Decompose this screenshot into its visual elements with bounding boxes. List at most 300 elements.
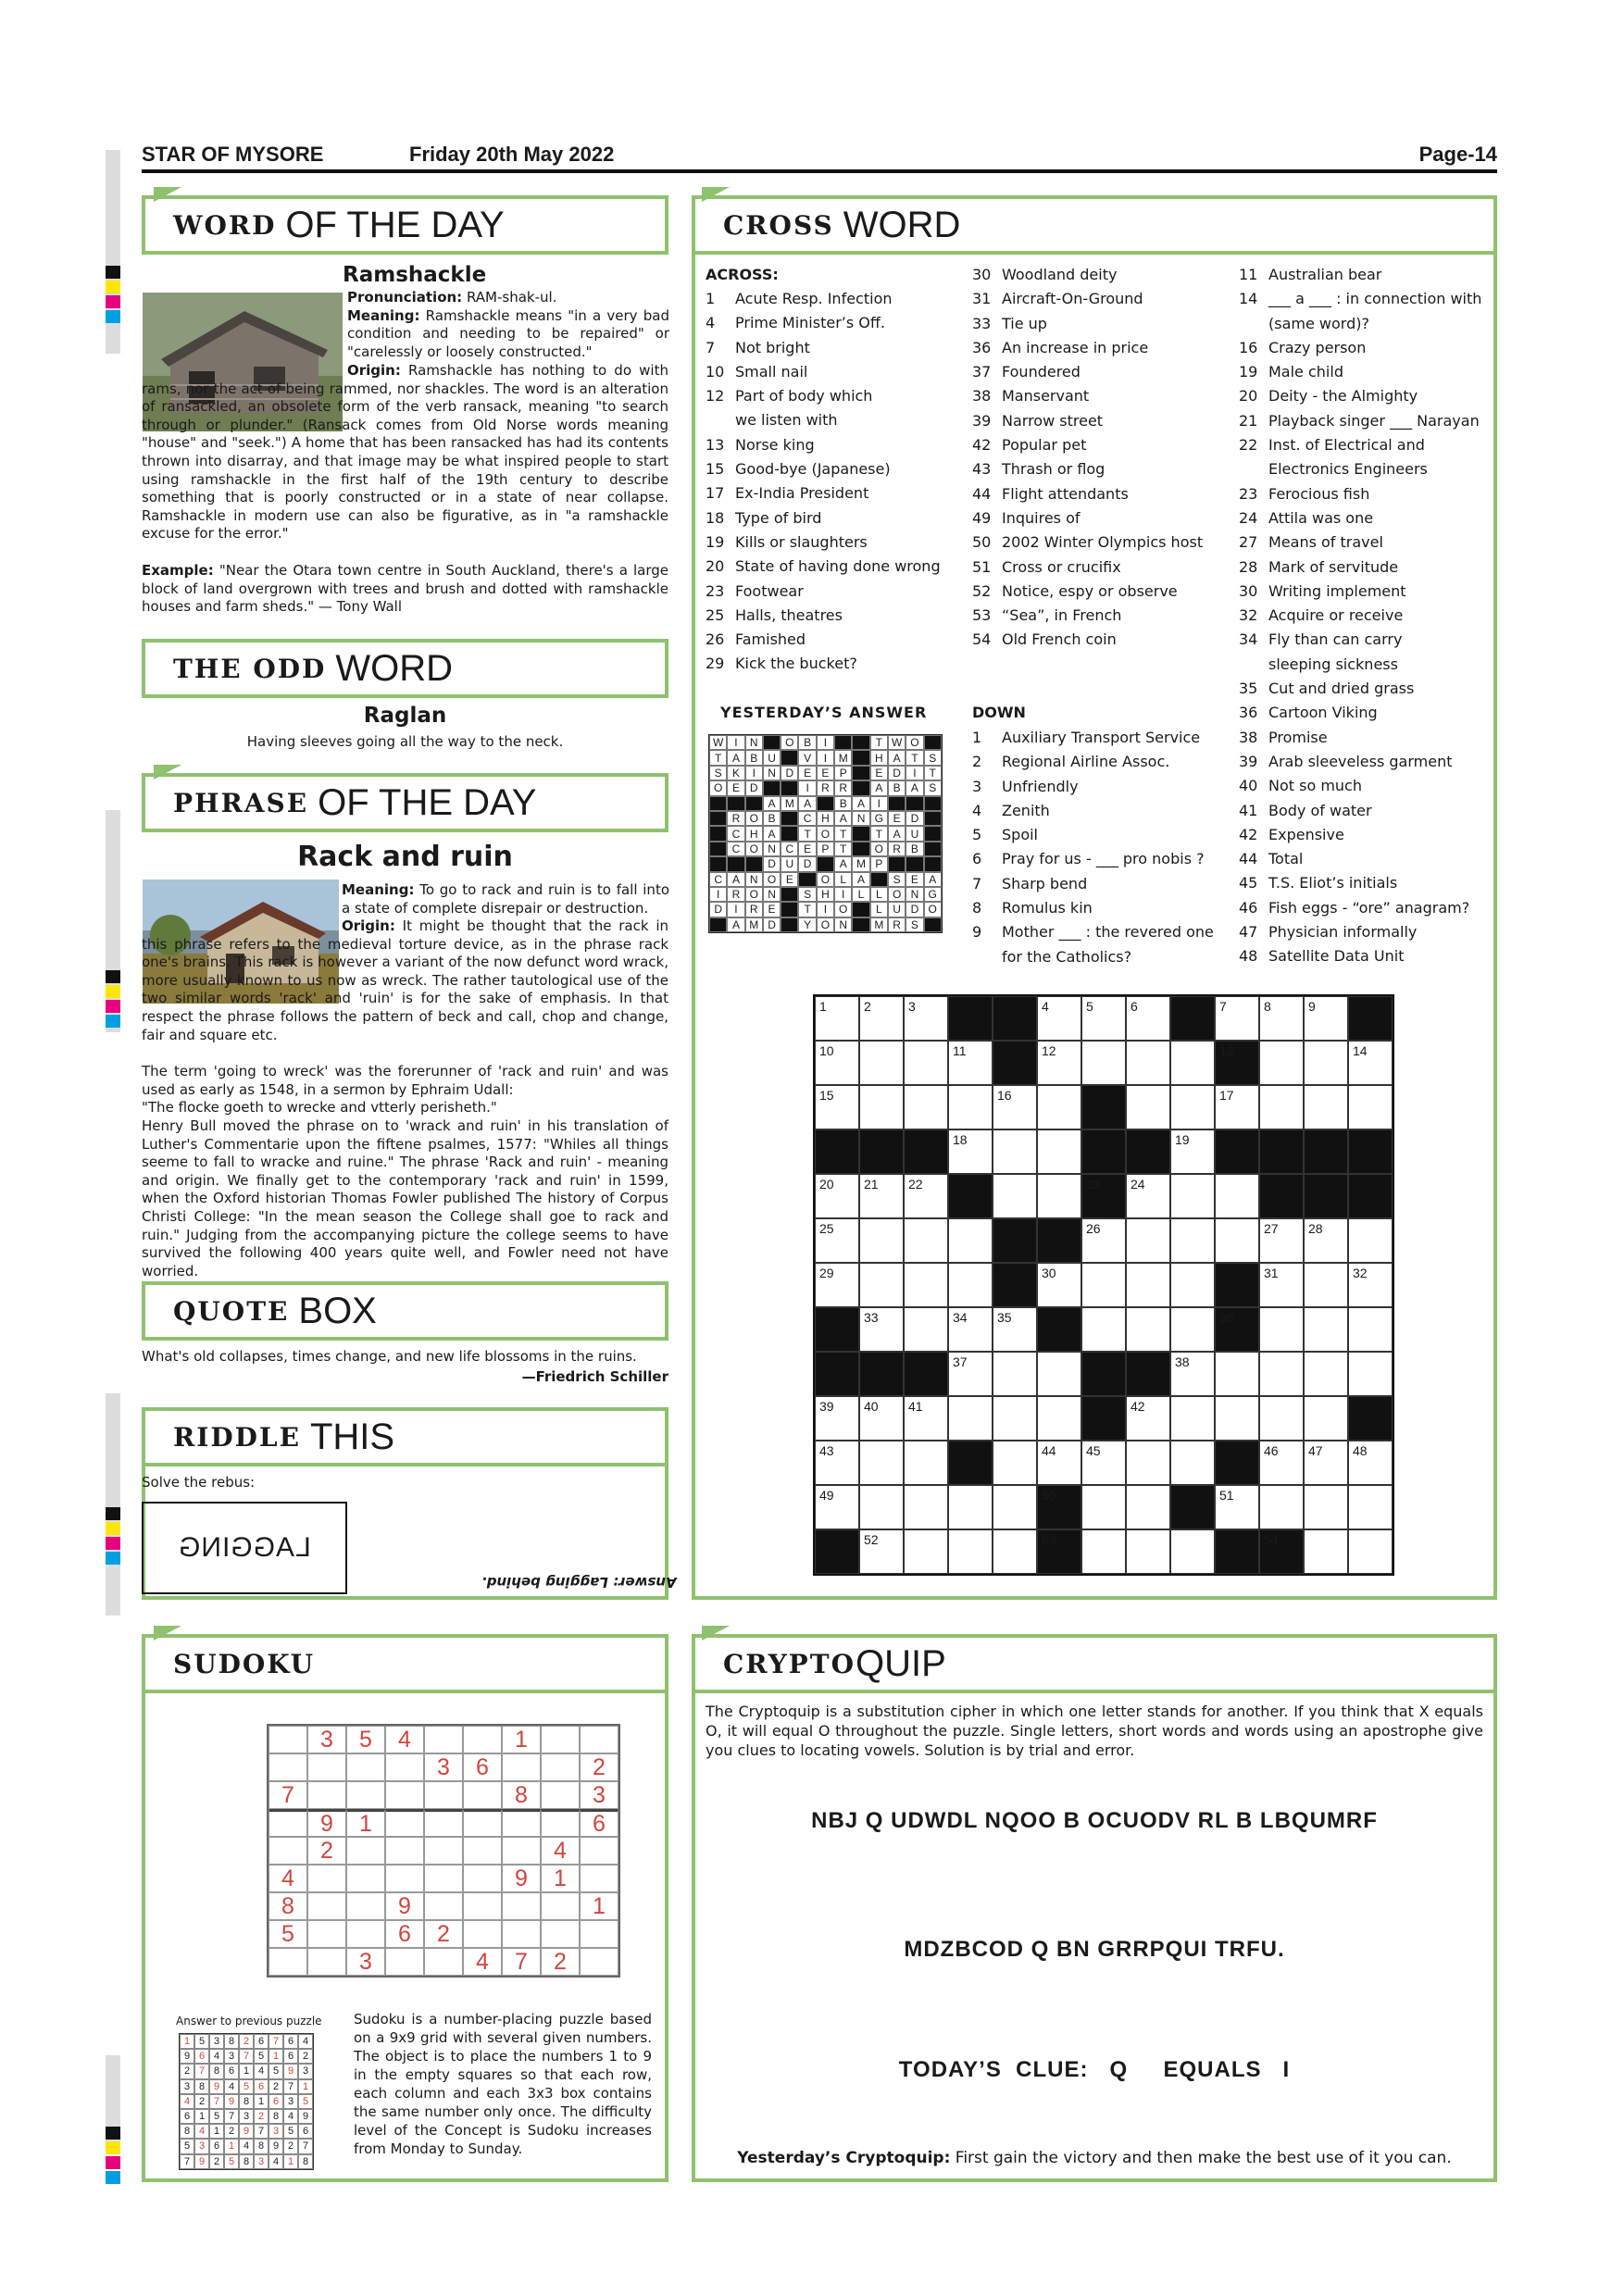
sudoku-cell[interactable]: 2 [541, 1948, 580, 1976]
crossword-cell[interactable] [993, 1396, 1037, 1441]
crossword-cell[interactable] [948, 1218, 993, 1263]
sudoku-cell[interactable] [385, 1753, 424, 1781]
sudoku-cell[interactable]: 7 [502, 1948, 541, 1976]
black-cell [815, 1529, 859, 1574]
sudoku-cell[interactable] [269, 1948, 307, 1976]
crossword-cell[interactable] [1037, 1085, 1081, 1129]
clue-number [1239, 312, 1268, 336]
sudoku-cell[interactable] [463, 1781, 502, 1809]
sudoku-grid[interactable] [267, 1724, 620, 1978]
crossword-cell[interactable] [1215, 1218, 1259, 1263]
clue-text: Aircraft-On-Ground [1002, 290, 1143, 308]
word-example [142, 562, 668, 617]
clue-item [1239, 799, 1493, 823]
crossword-cell[interactable] [948, 1529, 993, 1574]
sudoku-cell[interactable]: 2 [580, 1753, 618, 1781]
crossword-cell[interactable] [1215, 1485, 1259, 1529]
crossword-cell[interactable] [1348, 1485, 1393, 1529]
phrase-of-day-title [142, 773, 668, 832]
crossword-cell[interactable] [1348, 1041, 1393, 1085]
crossword-cell[interactable] [948, 1129, 993, 1174]
sudoku-cell[interactable] [541, 1726, 580, 1753]
crossword-cell[interactable] [1170, 1041, 1215, 1085]
crossword-cell[interactable] [859, 1085, 904, 1129]
sudoku-cell[interactable] [269, 1753, 307, 1781]
sudoku-cell[interactable] [346, 1892, 385, 1920]
sudoku-cell[interactable]: 9 [502, 1865, 541, 1892]
crossword-cell[interactable] [1259, 996, 1304, 1041]
sudoku-cell[interactable] [307, 1865, 346, 1892]
clue-number: 26 [706, 630, 725, 649]
sudoku-cell[interactable] [463, 1865, 502, 1892]
crossword-cell[interactable] [1170, 1441, 1215, 1485]
previous-sudoku-cell: 6 [283, 2034, 298, 2049]
crossword-cell[interactable] [1304, 1307, 1348, 1352]
crossword-cell[interactable] [904, 1307, 948, 1352]
phrase-heading: Rack and ruin [297, 841, 513, 873]
sudoku-cell[interactable]: 6 [385, 1920, 424, 1948]
crossword-cell[interactable] [859, 1396, 904, 1441]
crossword-cell[interactable] [1215, 1174, 1259, 1218]
crossword-cell[interactable] [1081, 1218, 1126, 1263]
crossword-cell[interactable] [815, 1218, 859, 1263]
crossword-cell[interactable] [1259, 1041, 1304, 1085]
sudoku-cell[interactable]: 3 [307, 1726, 346, 1753]
origin-text: Ramshackle has nothing to do with rams, nor the act of being rammed, nor shackles. The word is an alteration of ransackled, an obsolete form of the verb ransack, meaning "to search through or plunder." (Ransack comes from Old Norse words meaning "house" and "seek.") A home that has been ransacked has had its contents thrown into disarray, and that image may be what inspired people to start using ramshackle in the first half of the 19th century to describe something that is poorly constructed or in a state of near collapse. Ramshackle in modern use can also be figurative, as in "a ramshackle excuse for the error." [142, 362, 668, 543]
sudoku-cell[interactable]: 9 [385, 1892, 424, 1920]
crossword-cell[interactable] [1126, 1396, 1170, 1441]
crossword-cell[interactable] [1304, 996, 1348, 1041]
crossword-cell[interactable] [1126, 1441, 1170, 1485]
rebus-text: LAGGING [178, 1532, 311, 1563]
cell-number: 23 [1086, 1177, 1101, 1192]
sudoku-cell[interactable] [580, 1948, 618, 1976]
sudoku-cell[interactable] [385, 1865, 424, 1892]
clue-number: 23 [706, 581, 725, 600]
sudoku-cell[interactable] [463, 1837, 502, 1865]
sudoku-cell[interactable]: 1 [346, 1809, 385, 1837]
crossword-cell[interactable] [1037, 996, 1081, 1041]
clue-text: Popular pet [1002, 436, 1087, 455]
crossword-cell[interactable] [1126, 1263, 1170, 1307]
clue-text: Inst. of Electrical and [1268, 436, 1425, 455]
sudoku-cell[interactable] [541, 1809, 580, 1837]
sudoku-cell[interactable]: 6 [580, 1809, 618, 1837]
crossword-cell[interactable] [1259, 1441, 1304, 1485]
crossword-cell[interactable] [815, 1085, 859, 1129]
crossword-cell[interactable] [904, 1174, 948, 1218]
sudoku-cell[interactable] [346, 1753, 385, 1781]
clue-text: Acute Resp. Infection [735, 290, 893, 307]
sudoku-cell[interactable] [541, 1892, 580, 1920]
crossword-cell[interactable] [1170, 1307, 1215, 1352]
crossword-cell[interactable] [859, 996, 904, 1041]
crossword-cell[interactable] [815, 1041, 859, 1085]
answer-cell: I [798, 780, 816, 795]
sudoku-cell[interactable] [307, 1781, 346, 1809]
crossword-cell[interactable] [1215, 996, 1259, 1041]
sudoku-cell[interactable] [502, 1920, 541, 1948]
title-large: OF THE DAY [318, 781, 537, 823]
answer-cell: I [709, 887, 727, 902]
clue-number [972, 945, 1002, 969]
clue-item [1239, 263, 1493, 287]
clue-item [972, 555, 1231, 580]
sudoku-cell[interactable] [463, 1892, 502, 1920]
black-cell [1215, 1129, 1259, 1174]
sudoku-cell[interactable] [463, 1726, 502, 1753]
answer-cell: R [817, 780, 834, 795]
cell-number: 3 [908, 999, 916, 1014]
phrase-paragraph: Henry Bull moved the phrase on to 'wrack and ruin' in his translation of Luther's Commentarie upon the fiftene psalmes, 1577: "Whiles all things seeme to fall to wracke and ruine." The phrase 'Rack and ruin' - meaning and origin. We finally get to the contemporary 'rack and ruin' in 1599, when the Oxford historian Thomas Fowler published The history of Corpus Christi College: "In the mean season the College shall goe to rack and ruin." Judging from the accompanying picture the college seems to have survived the following 400 years quite well, and Fowler need not have worried. [142, 1117, 668, 1279]
crossword-cell[interactable] [1304, 1441, 1348, 1485]
sudoku-cell[interactable]: 7 [269, 1781, 307, 1809]
crossword-cell[interactable] [904, 996, 948, 1041]
sudoku-cell[interactable] [385, 1809, 424, 1837]
sudoku-cell[interactable]: 3 [580, 1781, 618, 1809]
crossword-cell[interactable] [1037, 1263, 1081, 1307]
sudoku-cell[interactable] [424, 1865, 463, 1892]
cryptoquip-line2: MDZBCOD Q BN GRRPQUI TRFU. [904, 1937, 1285, 1962]
sudoku-cell[interactable] [346, 1920, 385, 1948]
crossword-cell[interactable] [948, 1307, 993, 1352]
crossword-cell[interactable] [1081, 1263, 1126, 1307]
crossword-cell[interactable] [948, 1041, 993, 1085]
sudoku-cell[interactable] [463, 1809, 502, 1837]
crossword-cell[interactable] [904, 1218, 948, 1263]
clue-item [706, 481, 965, 505]
crossword-cell[interactable] [1259, 1307, 1304, 1352]
sudoku-cell[interactable]: 4 [541, 1837, 580, 1865]
sudoku-cell[interactable] [385, 1781, 424, 1809]
reg-yellow [106, 1522, 120, 1535]
crossword-cell[interactable] [1126, 1041, 1170, 1085]
crossword-cell[interactable] [1037, 1396, 1081, 1441]
answer-cell: D [709, 902, 727, 917]
crossword-cell[interactable] [1081, 1441, 1126, 1485]
answer-cell: U [906, 826, 923, 841]
sudoku-cell[interactable]: 4 [463, 1948, 502, 1976]
sudoku-cell[interactable]: 1 [580, 1892, 618, 1920]
crossword-cell[interactable] [815, 996, 859, 1041]
crossword-cell[interactable] [1170, 1529, 1215, 1574]
black-cell [924, 826, 942, 841]
sudoku-cell[interactable] [580, 1837, 618, 1865]
crossword-cell[interactable] [1348, 1307, 1393, 1352]
clue-text: (same word)? [1268, 314, 1369, 332]
crossword-cell[interactable] [948, 1485, 993, 1529]
odd-word-title [142, 639, 668, 698]
previous-sudoku-cell: 6 [283, 2049, 298, 2064]
sudoku-cell[interactable] [307, 1920, 346, 1948]
crossword-cell[interactable] [1126, 1485, 1170, 1529]
cell-number: 38 [1175, 1354, 1190, 1369]
black-cell [924, 842, 942, 856]
crossword-cell[interactable] [1304, 1085, 1348, 1129]
title-large: THIS [309, 1416, 395, 1457]
answer-cell: O [817, 872, 834, 887]
title-small-caps: PHRASE [173, 787, 309, 818]
sudoku-cell[interactable] [424, 1726, 463, 1753]
sudoku-cell[interactable] [269, 1726, 307, 1753]
sudoku-cell[interactable] [307, 1753, 346, 1781]
clue-number: 10 [706, 362, 725, 381]
sudoku-cell[interactable] [580, 1726, 618, 1753]
crossword-cell[interactable] [1348, 1441, 1393, 1485]
sudoku-cell[interactable]: 1 [502, 1726, 541, 1753]
answer-cell: O [906, 735, 923, 750]
sudoku-cell[interactable]: 5 [269, 1920, 307, 1948]
crossword-cell[interactable] [1259, 1396, 1304, 1441]
previous-sudoku-cell: 5 [269, 2064, 283, 2078]
crossword-cell[interactable] [1037, 1174, 1081, 1218]
clue-text: Deity - the Almighty [1268, 387, 1418, 406]
crossword-cell[interactable] [1126, 1218, 1170, 1263]
sudoku-cell[interactable]: 5 [346, 1726, 385, 1753]
crossword-cell[interactable] [904, 1441, 948, 1485]
cell-number: 45 [1086, 1443, 1101, 1458]
crossword-cell[interactable] [1037, 1441, 1081, 1485]
sudoku-cell[interactable] [580, 1865, 618, 1892]
sudoku-cell[interactable] [269, 1809, 307, 1837]
black-cell [1304, 1174, 1348, 1218]
black-cell [1215, 1529, 1259, 1574]
sudoku-title [142, 1634, 668, 1693]
sudoku-cell[interactable] [541, 1753, 580, 1781]
cell-number: 37 [953, 1354, 968, 1369]
crossword-cell[interactable] [1126, 1307, 1170, 1352]
crossword-cell[interactable] [1081, 1529, 1126, 1574]
crossword-cell[interactable] [1126, 1085, 1170, 1129]
crossword-cell[interactable] [859, 1307, 904, 1352]
black-cell [904, 1352, 948, 1396]
black-cell [781, 887, 798, 902]
sudoku-cell[interactable] [424, 1892, 463, 1920]
answer-cell: R [727, 811, 744, 826]
sudoku-cell[interactable] [580, 1920, 618, 1948]
crossword-cell[interactable] [1170, 1263, 1215, 1307]
crossword-cell[interactable] [1170, 1352, 1215, 1396]
sudoku-cell[interactable] [424, 1837, 463, 1865]
cell-number: 35 [997, 1310, 1012, 1325]
crossword-cell[interactable] [1126, 1529, 1170, 1574]
black-cell [924, 735, 942, 750]
sudoku-cell[interactable] [346, 1781, 385, 1809]
crossword-cell[interactable] [904, 1263, 948, 1307]
crossword-cell[interactable] [993, 1529, 1037, 1574]
previous-sudoku-cell: 8 [180, 2124, 194, 2139]
crossword-cell[interactable] [1259, 1485, 1304, 1529]
previous-sudoku-cell: 1 [283, 2154, 298, 2169]
clue-item [1239, 896, 1493, 920]
black-cell [781, 826, 798, 841]
crossword-cell[interactable] [1170, 1174, 1215, 1218]
previous-sudoku-cell: 5 [209, 2109, 224, 2124]
crossword-cell[interactable] [1304, 1218, 1348, 1263]
crossword-cell[interactable] [904, 1396, 948, 1441]
crossword-cell[interactable] [948, 1396, 993, 1441]
sudoku-cell[interactable] [463, 1920, 502, 1948]
crossword-cell[interactable] [948, 1352, 993, 1396]
crossword-cell[interactable] [1170, 1396, 1215, 1441]
sudoku-cell[interactable] [307, 1948, 346, 1976]
cell-number: 46 [1264, 1443, 1279, 1458]
previous-sudoku-cell: 7 [194, 2064, 209, 2078]
crossword-cell[interactable] [1081, 996, 1126, 1041]
crossword-cell[interactable] [1215, 1085, 1259, 1129]
crossword-cell[interactable] [1215, 1352, 1259, 1396]
registration-strip [106, 1393, 120, 1616]
crossword-cell[interactable] [859, 1041, 904, 1085]
crossword-cell[interactable] [859, 1485, 904, 1529]
crossword-cell[interactable] [1348, 1263, 1393, 1307]
crossword-cell[interactable] [1304, 1396, 1348, 1441]
answer-cell: P [817, 842, 834, 856]
answer-cell: A [888, 826, 906, 841]
crossword-cell[interactable] [904, 1485, 948, 1529]
clue-item [972, 433, 1231, 457]
crossword-cell[interactable] [1081, 1485, 1126, 1529]
crossword-cell[interactable] [1259, 1263, 1304, 1307]
crossword-cell[interactable] [993, 1129, 1037, 1174]
black-cell [817, 856, 834, 871]
sudoku-cell[interactable] [385, 1948, 424, 1976]
crossword-cell[interactable] [859, 1529, 904, 1574]
black-cell [852, 780, 869, 795]
sudoku-cell[interactable] [307, 1892, 346, 1920]
crossword-cell[interactable] [904, 1041, 948, 1085]
crossword-cell[interactable] [1304, 1529, 1348, 1574]
crossword-cell[interactable] [815, 1174, 859, 1218]
crossword-cell[interactable] [1126, 996, 1170, 1041]
black-cell [763, 735, 781, 750]
sudoku-cell[interactable]: 4 [385, 1726, 424, 1753]
answer-cell: O [817, 826, 834, 841]
crossword-cell[interactable] [1304, 1263, 1348, 1307]
sudoku-cell[interactable] [502, 1809, 541, 1837]
sudoku-cell[interactable] [424, 1809, 463, 1837]
crossword-cell[interactable] [859, 1441, 904, 1485]
crossword-cell[interactable] [1170, 1129, 1215, 1174]
sudoku-cell[interactable] [346, 1865, 385, 1892]
clue-text: Mother ___ : the revered one [1002, 923, 1214, 942]
crossword-cell[interactable] [1037, 1129, 1081, 1174]
black-cell [993, 1041, 1037, 1085]
crossword-cell[interactable] [1081, 1041, 1126, 1085]
sudoku-cell[interactable] [269, 1837, 307, 1865]
crossword-cell[interactable] [948, 1263, 993, 1307]
clue-text: Regional Airline Assoc. [1002, 753, 1170, 771]
previous-sudoku-cell: 9 [224, 2094, 239, 2109]
clue-text: for the Catholics? [1002, 947, 1132, 966]
crossword-grid[interactable] [813, 994, 1394, 1576]
previous-sudoku-cell: 3 [254, 2154, 269, 2169]
crossword-cell[interactable] [859, 1174, 904, 1218]
black-cell [1348, 996, 1393, 1041]
crossword-cell[interactable] [815, 1263, 859, 1307]
crossword-cell[interactable] [1259, 1085, 1304, 1129]
crossword-cell[interactable] [948, 1085, 993, 1129]
crossword-cell[interactable] [1259, 1218, 1304, 1263]
crossword-cell[interactable] [993, 1307, 1037, 1352]
sudoku-cell[interactable] [424, 1781, 463, 1809]
crossword-cell[interactable] [1037, 1041, 1081, 1085]
sudoku-cell[interactable] [385, 1837, 424, 1865]
crossword-cell[interactable] [993, 1352, 1037, 1396]
title-small-caps: SUDOKU [173, 1648, 316, 1679]
crossword-cell[interactable] [859, 1263, 904, 1307]
sudoku-cell[interactable] [541, 1920, 580, 1948]
crossword-cell[interactable] [815, 1485, 859, 1529]
sudoku-cell[interactable]: 2 [424, 1920, 463, 1948]
crossword-cell[interactable] [993, 1441, 1037, 1485]
crossword-cell[interactable] [1304, 1041, 1348, 1085]
sudoku-cell[interactable] [424, 1948, 463, 1976]
crossword-cell[interactable] [1304, 1352, 1348, 1396]
answer-cell: R [727, 887, 744, 902]
black-cell [993, 996, 1037, 1041]
black-cell [1081, 1352, 1126, 1396]
crossword-cell[interactable] [1037, 1352, 1081, 1396]
crossword-cell[interactable] [993, 1174, 1037, 1218]
sudoku-cell[interactable]: 1 [541, 1865, 580, 1892]
sudoku-cell[interactable]: 2 [307, 1837, 346, 1865]
crossword-cell[interactable] [1126, 1174, 1170, 1218]
crossword-cell[interactable] [1348, 1352, 1393, 1396]
crossword-cell[interactable] [904, 1085, 948, 1129]
crossword-cell[interactable] [815, 1441, 859, 1485]
crossword-cell[interactable] [1170, 1085, 1215, 1129]
previous-sudoku-cell: 7 [298, 2139, 313, 2153]
sudoku-cell[interactable] [502, 1892, 541, 1920]
crossword-cell[interactable] [993, 1085, 1037, 1129]
sudoku-cell[interactable]: 8 [502, 1781, 541, 1809]
sudoku-cell[interactable]: 4 [269, 1865, 307, 1892]
previous-sudoku-cell: 2 [283, 2139, 298, 2153]
answer-cell: D [888, 766, 906, 780]
cell-number: 51 [1219, 1488, 1234, 1503]
cell-number: 9 [1308, 999, 1316, 1014]
crossword-cell[interactable] [1259, 1352, 1304, 1396]
sudoku-cell[interactable] [541, 1781, 580, 1809]
sudoku-cell[interactable]: 9 [307, 1809, 346, 1837]
clue-number: 16 [1239, 338, 1258, 356]
crossword-cell[interactable] [1348, 1085, 1393, 1129]
sudoku-cell[interactable] [502, 1753, 541, 1781]
black-cell [1126, 1129, 1170, 1174]
crossword-cell[interactable] [859, 1218, 904, 1263]
sudoku-cell[interactable]: 6 [463, 1753, 502, 1781]
crossword-cell[interactable] [1170, 1218, 1215, 1263]
crossword-cell[interactable] [1304, 1485, 1348, 1529]
sudoku-cell[interactable] [502, 1837, 541, 1865]
clue-item [706, 652, 965, 676]
crossword-cell[interactable] [1215, 1396, 1259, 1441]
crossword-cell[interactable] [1081, 1307, 1126, 1352]
crossword-cell[interactable] [904, 1529, 948, 1574]
sudoku-cell[interactable]: 8 [269, 1892, 307, 1920]
black-cell [781, 780, 798, 795]
sudoku-cell[interactable] [346, 1837, 385, 1865]
sudoku-cell[interactable]: 3 [346, 1948, 385, 1976]
crossword-cell[interactable] [815, 1396, 859, 1441]
clue-text: Cross or crucifix [1002, 557, 1121, 576]
cell-number: 16 [997, 1088, 1012, 1103]
sudoku-cell[interactable]: 3 [424, 1753, 463, 1781]
crossword-cell[interactable] [1348, 1218, 1393, 1263]
crossword-cell[interactable] [993, 1485, 1037, 1529]
crossword-cell[interactable] [1348, 1529, 1393, 1574]
